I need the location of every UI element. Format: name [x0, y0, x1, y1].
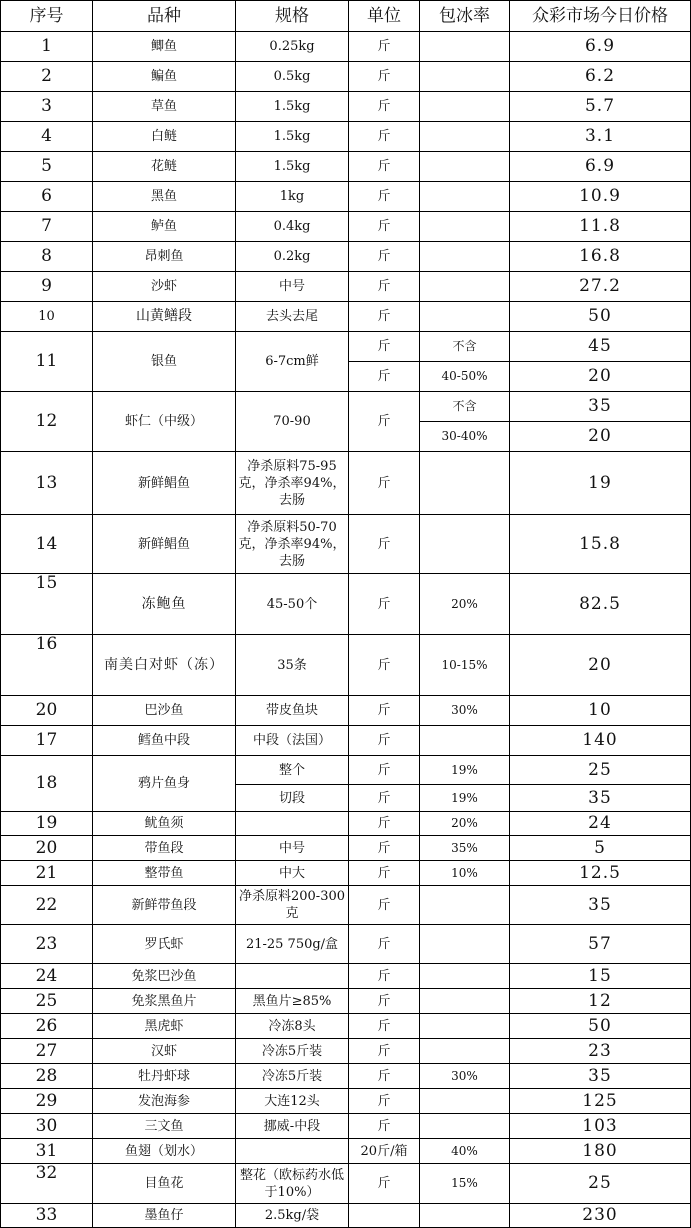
- spec-cell: 挪威-中段: [236, 1114, 349, 1139]
- seq-cell: 23: [1, 925, 93, 964]
- unit-cell: 斤: [349, 925, 420, 964]
- spec-cell: 净杀原料75-95克，净杀率94%，去肠: [236, 452, 349, 515]
- table-row: [1, 1014, 691, 1039]
- seq-cell: 17: [1, 726, 93, 756]
- price-cell: 24: [510, 812, 691, 836]
- unit-cell: 斤: [349, 452, 420, 515]
- seq-cell: 19: [1, 812, 93, 836]
- unit-cell: 斤: [349, 574, 420, 635]
- table-row: [1, 1089, 691, 1114]
- variety-cell: 银鱼: [93, 332, 236, 392]
- table-row: [1, 92, 691, 122]
- price-cell: 6.9: [510, 152, 691, 182]
- spec-cell: 2.5kg/袋: [236, 1204, 349, 1228]
- seq-cell: 27: [1, 1039, 93, 1064]
- price-cell: 50: [510, 302, 691, 332]
- seq-cell: 26: [1, 1014, 93, 1039]
- price-cell: 35: [510, 1064, 691, 1089]
- price-cell: 180: [510, 1139, 691, 1164]
- variety-cell: 汉虾: [93, 1039, 236, 1064]
- price-cell: 6.9: [510, 32, 691, 62]
- unit-cell: 斤: [349, 861, 420, 886]
- price-cell: 12.5: [510, 861, 691, 886]
- spec-cell: 去头去尾: [236, 302, 349, 332]
- seq-cell: 2: [1, 62, 93, 92]
- price-cell: 12: [510, 989, 691, 1014]
- ice-cell: [420, 302, 510, 332]
- price-cell: 125: [510, 1089, 691, 1114]
- variety-cell: 草鱼: [93, 92, 236, 122]
- ice-cell: 20%: [420, 574, 510, 635]
- spec-cell: 0.2kg: [236, 242, 349, 272]
- variety-cell: 牡丹虾球: [93, 1064, 236, 1089]
- unit-cell: 斤: [349, 1014, 420, 1039]
- spec-cell: 35条: [236, 635, 349, 696]
- ice-cell: [420, 212, 510, 242]
- price-cell: 35: [510, 392, 691, 422]
- unit-cell: 20斤/箱: [349, 1139, 420, 1164]
- unit-cell: 斤: [349, 122, 420, 152]
- spec-cell: 切段: [236, 785, 349, 812]
- price-cell: 16.8: [510, 242, 691, 272]
- seq-cell: 25: [1, 989, 93, 1014]
- spec-cell: 大连12头: [236, 1089, 349, 1114]
- spec-cell: [236, 964, 349, 989]
- spec-cell: 1.5kg: [236, 92, 349, 122]
- variety-cell: 巴沙鱼: [93, 696, 236, 726]
- variety-cell: 冻鲍鱼: [93, 574, 236, 635]
- ice-cell: 30%: [420, 696, 510, 726]
- seq-cell: 11: [1, 332, 93, 392]
- ice-cell: [420, 726, 510, 756]
- spec-cell: 冷冻5斤装: [236, 1039, 349, 1064]
- ice-cell: 不含: [420, 392, 510, 422]
- seq-cell: 28: [1, 1064, 93, 1089]
- price-cell: 10.9: [510, 182, 691, 212]
- unit-cell: 斤: [349, 812, 420, 836]
- spec-cell: 中号: [236, 836, 349, 861]
- table-row: [1, 515, 691, 574]
- table-row: [1, 1039, 691, 1064]
- seq-cell: 30: [1, 1114, 93, 1139]
- table-row: [1, 1164, 691, 1204]
- table-row: [1, 726, 691, 756]
- spec-cell: 6-7cm鲜: [236, 332, 349, 392]
- price-cell: 25: [510, 1164, 691, 1204]
- price-cell: 3.1: [510, 122, 691, 152]
- price-cell: 103: [510, 1114, 691, 1139]
- ice-cell: 20%: [420, 812, 510, 836]
- price-cell: 10: [510, 696, 691, 726]
- price-cell: 35: [510, 785, 691, 812]
- price-cell: 57: [510, 925, 691, 964]
- table-row: [1, 696, 691, 726]
- ice-cell: 19%: [420, 756, 510, 785]
- unit-cell: 斤: [349, 696, 420, 726]
- table-row: [1, 62, 691, 92]
- variety-cell: 鸦片鱼身: [93, 756, 236, 812]
- variety-cell: 发泡海参: [93, 1089, 236, 1114]
- ice-cell: 30-40%: [420, 422, 510, 452]
- ice-cell: [420, 989, 510, 1014]
- seq-cell: 29: [1, 1089, 93, 1114]
- table-row: [1, 925, 691, 964]
- ice-cell: 10%: [420, 861, 510, 886]
- seq-cell: 15: [1, 574, 93, 635]
- spec-cell: 中大: [236, 861, 349, 886]
- table-row: [1, 756, 691, 785]
- table-row: [1, 635, 691, 696]
- ice-cell: [420, 272, 510, 302]
- spec-cell: [236, 1139, 349, 1164]
- spec-cell: 整个: [236, 756, 349, 785]
- seq-cell: 7: [1, 212, 93, 242]
- spec-cell: [236, 812, 349, 836]
- spec-cell: 中段（法国）: [236, 726, 349, 756]
- ice-cell: [420, 1014, 510, 1039]
- unit-cell: 斤: [349, 1089, 420, 1114]
- spec-cell: 0.5kg: [236, 62, 349, 92]
- table-row: [1, 812, 691, 836]
- price-cell: 15.8: [510, 515, 691, 574]
- unit-cell: 斤: [349, 212, 420, 242]
- table-row: [1, 452, 691, 515]
- table-row: [1, 212, 691, 242]
- variety-cell: 黑鱼: [93, 182, 236, 212]
- spec-cell: 带皮鱼块: [236, 696, 349, 726]
- variety-cell: 免浆黑鱼片: [93, 989, 236, 1014]
- price-cell: 35: [510, 886, 691, 925]
- ice-cell: 30%: [420, 1064, 510, 1089]
- spec-cell: 0.25kg: [236, 32, 349, 62]
- spec-cell: 整花（欧标药水低于10%）: [236, 1164, 349, 1204]
- table-row: [1, 1114, 691, 1139]
- ice-cell: 10-15%: [420, 635, 510, 696]
- seq-cell: 3: [1, 92, 93, 122]
- table-row: [1, 886, 691, 925]
- seq-cell: 33: [1, 1204, 93, 1228]
- spec-cell: 45-50个: [236, 574, 349, 635]
- spec-cell: 净杀原料200-300克: [236, 886, 349, 925]
- unit-cell: 斤: [349, 785, 420, 812]
- price-cell: 20: [510, 362, 691, 392]
- seq-cell: 22: [1, 886, 93, 925]
- table-row: [1, 861, 691, 886]
- spec-cell: 冷冻8头: [236, 1014, 349, 1039]
- unit-cell: 斤: [349, 1064, 420, 1089]
- unit-cell: 斤: [349, 332, 420, 362]
- variety-cell: 新鲜鲳鱼: [93, 515, 236, 574]
- seq-cell: 14: [1, 515, 93, 574]
- seq-cell: 18: [1, 756, 93, 812]
- unit-cell: 斤: [349, 1164, 420, 1204]
- unit-cell: 斤: [349, 32, 420, 62]
- ice-cell: [420, 515, 510, 574]
- spec-cell: 1.5kg: [236, 152, 349, 182]
- seq-cell: 32: [1, 1164, 93, 1204]
- ice-cell: [420, 886, 510, 925]
- unit-cell: 斤: [349, 989, 420, 1014]
- table-row: [1, 1064, 691, 1089]
- unit-cell: 斤: [349, 182, 420, 212]
- ice-cell: 35%: [420, 836, 510, 861]
- header-variety: 品种: [93, 1, 236, 32]
- variety-cell: 新鲜带鱼段: [93, 886, 236, 925]
- ice-cell: [420, 32, 510, 62]
- price-cell: 20: [510, 635, 691, 696]
- unit-cell: 斤: [349, 392, 420, 452]
- seq-cell: 20: [1, 696, 93, 726]
- table-row: [1, 964, 691, 989]
- spec-cell: 中号: [236, 272, 349, 302]
- unit-cell: 斤: [349, 726, 420, 756]
- price-cell: 27.2: [510, 272, 691, 302]
- unit-cell: 斤: [349, 152, 420, 182]
- ice-cell: [420, 62, 510, 92]
- table-row: [1, 836, 691, 861]
- table-row: [1, 302, 691, 332]
- spec-cell: 黑鱼片≥85%: [236, 989, 349, 1014]
- spec-cell: 1.5kg: [236, 122, 349, 152]
- variety-cell: 免浆巴沙鱼: [93, 964, 236, 989]
- price-cell: 82.5: [510, 574, 691, 635]
- seq-cell: 9: [1, 272, 93, 302]
- ice-cell: 40%: [420, 1139, 510, 1164]
- seq-cell: 31: [1, 1139, 93, 1164]
- variety-cell: 鲈鱼: [93, 212, 236, 242]
- table-row: [1, 182, 691, 212]
- price-cell: 15: [510, 964, 691, 989]
- ice-cell: [420, 1089, 510, 1114]
- price-cell: 20: [510, 422, 691, 452]
- price-cell: 6.2: [510, 62, 691, 92]
- table-row: [1, 1139, 691, 1164]
- seq-cell: 4: [1, 122, 93, 152]
- ice-cell: [420, 242, 510, 272]
- variety-cell: 南美白对虾（冻）: [93, 635, 236, 696]
- ice-cell: 19%: [420, 785, 510, 812]
- unit-cell: 斤: [349, 635, 420, 696]
- variety-cell: 带鱼段: [93, 836, 236, 861]
- unit-cell: 斤: [349, 964, 420, 989]
- ice-cell: 15%: [420, 1164, 510, 1204]
- spec-cell: 净杀原料50-70克，净杀率94%，去肠: [236, 515, 349, 574]
- unit-cell: 斤: [349, 756, 420, 785]
- variety-cell: 鱼翅（划水）: [93, 1139, 236, 1164]
- seq-cell: 21: [1, 861, 93, 886]
- table-row: [1, 122, 691, 152]
- unit-cell: 斤: [349, 362, 420, 392]
- variety-cell: 昂刺鱼: [93, 242, 236, 272]
- seq-cell: 16: [1, 635, 93, 696]
- price-cell: 19: [510, 452, 691, 515]
- header-seq: 序号: [1, 1, 93, 32]
- variety-cell: 三文鱼: [93, 1114, 236, 1139]
- ice-cell: [420, 122, 510, 152]
- header-row: [1, 1, 691, 32]
- unit-cell: 斤: [349, 302, 420, 332]
- price-cell: 5: [510, 836, 691, 861]
- variety-cell: 虾仁（中级）: [93, 392, 236, 452]
- table-row: [1, 332, 691, 362]
- unit-cell: 斤: [349, 515, 420, 574]
- spec-cell: 1kg: [236, 182, 349, 212]
- price-cell: 23: [510, 1039, 691, 1064]
- variety-cell: 沙虾: [93, 272, 236, 302]
- table-row: [1, 989, 691, 1014]
- table-row: [1, 272, 691, 302]
- unit-cell: 斤: [349, 1114, 420, 1139]
- ice-cell: 不含: [420, 332, 510, 362]
- variety-cell: 整带鱼: [93, 861, 236, 886]
- variety-cell: 花鲢: [93, 152, 236, 182]
- ice-cell: [420, 925, 510, 964]
- price-cell: 45: [510, 332, 691, 362]
- ice-cell: [420, 964, 510, 989]
- unit-cell: 斤: [349, 836, 420, 861]
- price-cell: 5.7: [510, 92, 691, 122]
- seq-cell: 13: [1, 452, 93, 515]
- variety-cell: 鲫鱼: [93, 32, 236, 62]
- unit-cell: 斤: [349, 92, 420, 122]
- price-cell: 140: [510, 726, 691, 756]
- seq-cell: 10: [1, 302, 93, 332]
- header-ice: 包冰率: [420, 1, 510, 32]
- variety-cell: 新鲜鲳鱼: [93, 452, 236, 515]
- header-unit: 单位: [349, 1, 420, 32]
- variety-cell: 白鲢: [93, 122, 236, 152]
- unit-cell: 斤: [349, 1039, 420, 1064]
- ice-cell: [420, 452, 510, 515]
- seq-cell: 20: [1, 836, 93, 861]
- table-row: [1, 242, 691, 272]
- table-row: [1, 32, 691, 62]
- variety-cell: 目鱼花: [93, 1164, 236, 1204]
- variety-cell: 墨鱼仔: [93, 1204, 236, 1228]
- spec-cell: 冷冻5斤装: [236, 1064, 349, 1089]
- variety-cell: 鳊鱼: [93, 62, 236, 92]
- spec-cell: 70-90: [236, 392, 349, 452]
- seq-cell: 8: [1, 242, 93, 272]
- ice-cell: [420, 1039, 510, 1064]
- price-cell: 230: [510, 1204, 691, 1228]
- ice-cell: 40-50%: [420, 362, 510, 392]
- seq-cell: 12: [1, 392, 93, 452]
- variety-cell: 山黄鳝段: [93, 302, 236, 332]
- header-price: 众彩市场今日价格: [510, 1, 691, 32]
- table-row: [1, 152, 691, 182]
- seq-cell: 1: [1, 32, 93, 62]
- ice-cell: [420, 92, 510, 122]
- variety-cell: 罗氏虾: [93, 925, 236, 964]
- ice-cell: [420, 152, 510, 182]
- ice-cell: [420, 182, 510, 212]
- variety-cell: 鳕鱼中段: [93, 726, 236, 756]
- seq-cell: 24: [1, 964, 93, 989]
- unit-cell: 斤: [349, 272, 420, 302]
- seq-cell: 6: [1, 182, 93, 212]
- variety-cell: 鱿鱼须: [93, 812, 236, 836]
- unit-cell: 斤: [349, 62, 420, 92]
- ice-cell: [420, 1114, 510, 1139]
- header-spec: 规格: [236, 1, 349, 32]
- unit-cell: 斤: [349, 886, 420, 925]
- price-cell: 11.8: [510, 212, 691, 242]
- price-cell: 25: [510, 756, 691, 785]
- table-row: [1, 574, 691, 635]
- price-cell: 50: [510, 1014, 691, 1039]
- spec-cell: 21-25 750g/盒: [236, 925, 349, 964]
- seq-cell: 5: [1, 152, 93, 182]
- spec-cell: 0.4kg: [236, 212, 349, 242]
- variety-cell: 黑虎虾: [93, 1014, 236, 1039]
- table-row: [1, 392, 691, 422]
- unit-cell: 斤: [349, 242, 420, 272]
